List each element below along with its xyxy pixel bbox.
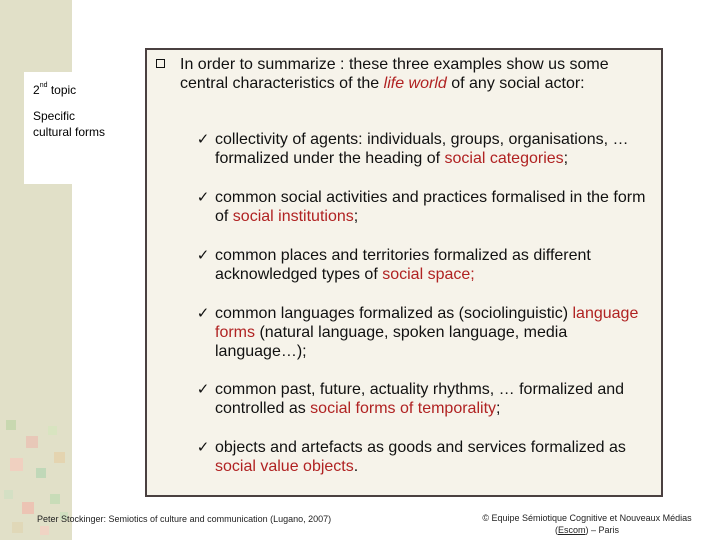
- footer-copyright-line: © Equipe Sémiotique Cognitive et Nouveaux Médias: [482, 513, 692, 523]
- checkmark-icon: ✓: [196, 381, 210, 398]
- list-item: [196, 438, 656, 476]
- checkmark-icon: ✓: [196, 439, 210, 456]
- item-text: common social activities and practices formalised in the form of: [215, 189, 646, 225]
- decor-square: [10, 458, 23, 471]
- intro-paragraph: [158, 55, 658, 93]
- item-text-end: (natural language, spoken language, media language…);: [215, 324, 568, 360]
- checkmark-icon: ✓: [196, 305, 210, 322]
- square-bullet-icon: [156, 59, 165, 68]
- item-text-end: ;: [496, 400, 501, 417]
- list-item: [196, 130, 656, 168]
- escom-link[interactable]: Escom: [557, 525, 586, 535]
- topic-label: [33, 83, 76, 97]
- intro-highlight: life world: [383, 75, 447, 92]
- item-text-end: .: [353, 458, 359, 475]
- decor-square: [36, 468, 46, 478]
- decor-square: [6, 420, 16, 430]
- footer-credit: Peter Stockinger: Semiotics of culture and communication (Lugano, 2007): [37, 514, 332, 524]
- checkmark-icon: ✓: [196, 247, 210, 264]
- decor-square: [12, 522, 23, 533]
- item-text: common past, future, actuality rhythms, … formalized and controlled as: [215, 381, 625, 417]
- decor-square: [54, 452, 65, 463]
- item-highlight: social space;: [382, 266, 475, 283]
- intro-text-end: of any social actor:: [446, 75, 585, 92]
- intro-text: In order to summarize : these three examples show us some central characteristics of the: [180, 56, 609, 92]
- list-item: [196, 304, 656, 361]
- item-highlight: social forms of temporality: [310, 400, 497, 417]
- item-highlight: social categories: [444, 150, 564, 167]
- list-item: [196, 380, 656, 418]
- decor-square: [26, 436, 38, 448]
- topic-subtitle: Specific cultural forms: [33, 109, 106, 139]
- footer-paren-close: ) – Paris: [585, 525, 620, 535]
- item-text: objects and artefacts as goods and services formalized as: [215, 439, 626, 456]
- item-text: collectivity of agents: individuals, groups, organisations, … formalized under the heading of: [215, 131, 629, 167]
- footer-copyright: [456, 512, 718, 536]
- checkmark-icon: ✓: [196, 131, 210, 148]
- item-text: common languages formalized as (sociolinguistic): [215, 305, 573, 322]
- decor-square: [40, 526, 49, 535]
- footer-paren-open: (: [554, 525, 558, 535]
- item-text-end: ;: [563, 150, 569, 167]
- decor-square: [50, 494, 60, 504]
- list-item: [196, 246, 656, 284]
- item-highlight: social institutions: [232, 208, 354, 225]
- topic-suffix: nd: [39, 82, 48, 89]
- decor-square: [48, 426, 57, 435]
- decor-square: [22, 502, 34, 514]
- item-highlight: language forms: [215, 305, 639, 341]
- item-text-end: ;: [353, 208, 359, 225]
- topic-number: 2: [33, 83, 40, 97]
- checkmark-icon: ✓: [196, 189, 210, 206]
- list-item: [196, 188, 656, 226]
- topic-word: topic: [50, 83, 77, 97]
- item-highlight: social value objects: [215, 458, 354, 475]
- item-text: common places and territories formalized as different acknowledged types of: [215, 247, 591, 283]
- decor-square: [4, 490, 13, 499]
